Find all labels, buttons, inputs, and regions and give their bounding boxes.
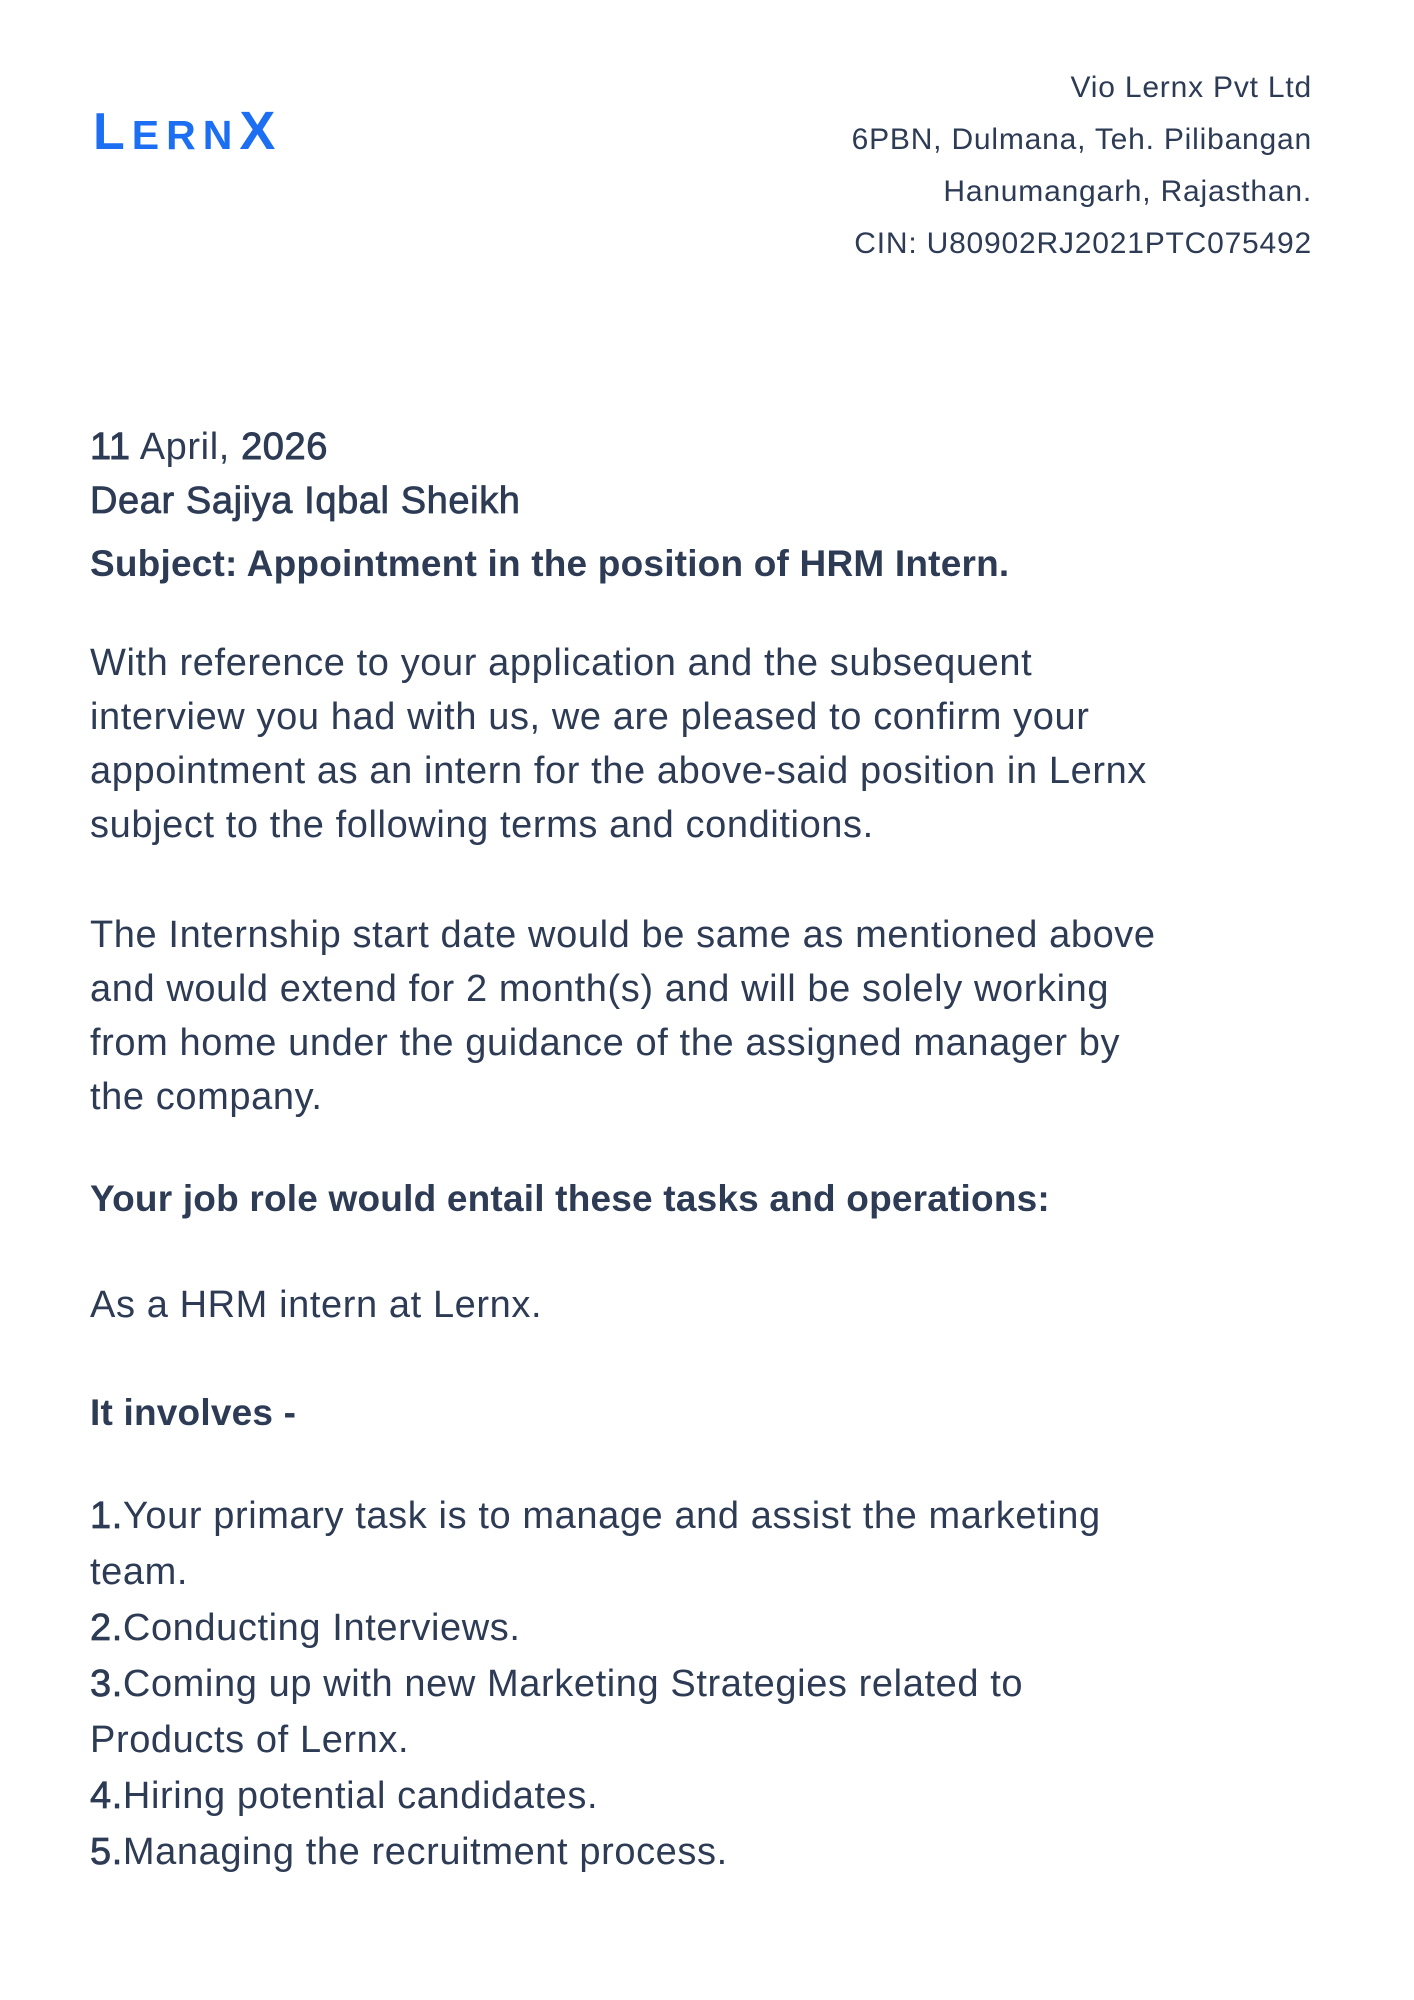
task-number: 2. <box>90 1607 123 1649</box>
text-line: the company. <box>90 1076 323 1118</box>
text-line: With reference to your application and the subsequent <box>90 642 1033 684</box>
text-line: Products of Lernx. <box>90 1719 410 1761</box>
text-line: team. <box>90 1551 189 1593</box>
task-number: 3. <box>90 1663 123 1705</box>
task-number: 1. <box>90 1495 123 1537</box>
paragraph-intro <box>90 636 1324 852</box>
text-line: The Internship start date would be same as mentioned above <box>90 914 1156 956</box>
salutation: Dear Sajiya Iqbal Sheikh <box>90 480 521 522</box>
letter-body <box>90 420 1324 1880</box>
company-address-line1: 6PBN, Dulmana, Teh. Pilibangan <box>851 123 1312 156</box>
subject-line: Subject: Appointment in the position of HRM Intern. <box>90 543 1010 584</box>
company-name: Vio Lernx Pvt Ltd <box>1070 71 1312 104</box>
text-line: and would extend for 2 month(s) and will be solely working <box>90 968 1110 1010</box>
letterhead <box>90 62 1324 270</box>
job-role-heading: Your job role would entail these tasks and operations: <box>90 1178 1050 1219</box>
task-text: Managing the recruitment process. <box>122 1831 728 1873</box>
involves-heading: It involves - <box>90 1392 297 1433</box>
logo-letter-l: L <box>93 103 132 161</box>
text-line <box>90 1824 1324 1880</box>
text-line: interview you had with us, we are pleased to confirm your <box>90 696 1090 738</box>
logo-letters-ern: ERN <box>131 112 240 158</box>
task-list <box>90 1488 1324 1880</box>
text-line: from home under the guidance of the assigned manager by <box>90 1022 1121 1064</box>
date-day: 11 <box>90 426 131 468</box>
text-line: appointment as an intern for the above-said position in Lernx <box>90 750 1147 792</box>
text-line <box>90 1488 1324 1544</box>
date-month: April, <box>130 426 242 468</box>
text-line <box>90 1768 1324 1824</box>
task-text: Conducting Interviews. <box>122 1607 521 1649</box>
date-year: 2026 <box>241 426 328 468</box>
lernx-logo <box>93 101 276 161</box>
task-text: Your primary task is to manage and assist the marketing <box>122 1495 1101 1537</box>
text-line <box>90 1656 1324 1712</box>
company-address-line2: Hanumangarh, Rajasthan. <box>943 175 1312 208</box>
task-item-1 <box>90 1488 1324 1600</box>
task-number: 4. <box>90 1775 123 1817</box>
logo-letter-x: X <box>239 101 276 161</box>
task-item-5 <box>90 1824 1324 1880</box>
letter-date <box>90 420 1324 474</box>
role-intro-line: As a HRM intern at Lernx. <box>90 1284 543 1326</box>
task-text: Hiring potential candidates. <box>122 1775 599 1817</box>
company-address-block <box>852 62 1312 270</box>
task-item-4 <box>90 1768 1324 1824</box>
task-number: 5. <box>90 1831 123 1873</box>
paragraph-internship-terms <box>90 908 1324 1124</box>
text-line: subject to the following terms and conditions. <box>90 804 874 846</box>
company-cin: CIN: U80902RJ2021PTC075492 <box>854 227 1312 260</box>
task-item-2 <box>90 1600 1324 1656</box>
task-item-3 <box>90 1656 1324 1768</box>
task-text: Coming up with new Marketing Strategies related to <box>122 1663 1024 1705</box>
text-line <box>90 1600 1324 1656</box>
